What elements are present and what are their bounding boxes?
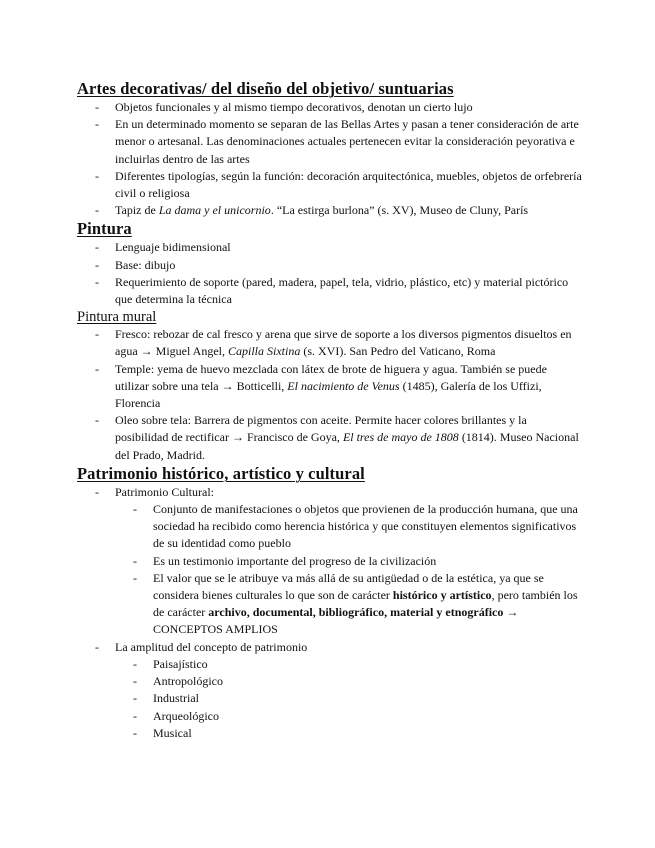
temple-title: El nacimiento de Venus [287,378,400,393]
list-item-oleo [77,412,582,464]
fresco-suffix: (s. XVI). San Pedro del Vaticano, Roma [300,344,496,359]
list-patrimonio-cultural [77,501,582,639]
oleo-prefix: Oleo sobre tela: Barrera de pigmentos con aceite. Permite hacer colores brillantes y la posibilidad de rectificar → Francisco de Goya, [115,413,527,445]
list-pintura-mural [77,326,582,464]
list-item: - Industrial [77,690,582,707]
list-artes [77,99,582,219]
list-item-amplitud: - La amplitud del concepto de patrimonio [77,639,582,656]
fresco-prefix: Fresco: rebozar de cal fresco y arena que sirve de soporte a los diversos pigmentos disueltos en agua → Miguel Angel, [115,327,572,359]
list-item: - Requerimiento de soporte (pared, madera, papel, tela, vidrio, plástico, etc) y material pictórico que determina la técnica [77,274,582,308]
list-pintura [77,239,582,308]
valor-bold1: histórico y artístico [392,588,492,603]
document-content [77,79,582,742]
oleo-title: El tres de mayo de 1808 [342,430,459,445]
list-item: - En un determinado momento se separan de las Bellas Artes y pasan a tener consideración de arte menor o artesanal. Las denominaciones actuales pertenecen evitar la consideración peyorativa e incluirlas dentro de las artes [77,116,582,168]
heading-pintura: Pintura [77,219,132,239]
list-amplitud-items [77,656,582,742]
list-item: - Paisajístico [77,656,582,673]
list-item-temple [77,361,582,413]
list-patrimonio-amplitud [77,639,582,656]
list-item: - Arqueológico [77,708,582,725]
temple-prefix: Temple: yema de huevo mezclada con látex de brote de higuera y agua. También se puede utilizar sobre una tela → Botticelli, [115,361,547,393]
list-item: - Antropológico [77,673,582,690]
list-item: - Conjunto de manifestaciones o objetos que provienen de la producción humana, que una sociedad ha recibido como herencia histórica y que constituyen elementos significativos de su identidad como pueblo [77,501,582,553]
tapiz-suffix: . “La estirga burlona” (s. XV), Museo de Cluny, París [270,203,529,218]
oleo-suffix: (1814). Museo Nacional del Prado, Madrid. [115,430,579,462]
list-item-fresco [77,326,582,360]
tapiz-prefix: Tapiz de [115,203,159,218]
valor-part1: El valor que se le atribuye va más allá de su antigüedad o de la estética, ya que se considera bienes culturales lo que son de carácter [153,570,544,603]
heading-patrimonio: Patrimonio histórico, artístico y cultural [77,463,365,483]
temple-suffix: (1485), Galería de los Uffizi, Florencia [115,378,542,411]
valor-part3: → CONCEPTOS AMPLIOS [153,605,519,637]
list-item-valor [77,570,582,639]
list-item: - Lenguaje bidimensional [77,239,582,256]
list-item: - Objetos funcionales y al mismo tiempo decorativos, denotan un cierto lujo [77,99,582,116]
valor-bold2: archivo, documental, bibliográfico, material y etnográfico [208,605,504,620]
list-item: - Diferentes tipologías, según la función: decoración arquitectónica, muebles, objetos de orfebrería civil o religiosa [77,168,582,202]
valor-part2: , pero también los de carácter [153,588,578,620]
list-patrimonio [77,484,582,501]
patrimonio-cultural-label: Patrimonio Cultural: [115,484,214,499]
list-item: - Base: dibujo [77,257,582,274]
heading-artes-decorativas: Artes decorativas/ del diseño del objetivo/ suntuarias [77,79,454,98]
list-item-tapiz [77,202,582,219]
heading-pintura-mural: Pintura mural [77,309,157,326]
list-item: - Musical [77,725,582,742]
tapiz-title: La dama y el unicornio [158,203,271,218]
fresco-title: Capilla Sixtina [227,344,301,359]
list-item: - Es un testimonio importante del progreso de la civilización [77,553,582,570]
list-item-patrimonio-cultural [77,484,582,501]
